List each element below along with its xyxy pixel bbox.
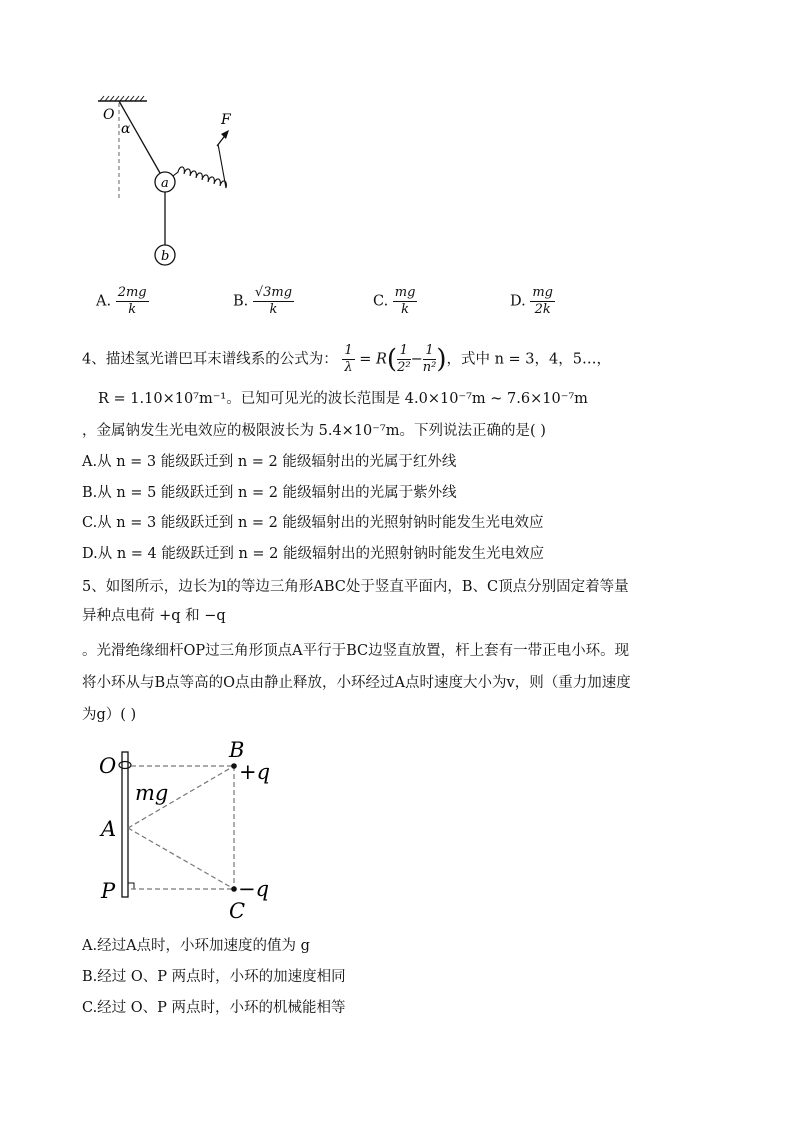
label-o: O [103, 107, 115, 123]
label-plus-q: +q [239, 760, 271, 784]
q3-option-c: C. $\frac{mg}{k}$ [373, 285, 416, 317]
q5-option-a: A.经过A点时，小环加速度的值为 g [82, 938, 310, 954]
label-c2: C [229, 899, 246, 923]
charge-c-dot [231, 886, 237, 892]
label-b2: B [229, 738, 245, 762]
q5-stem-line2: 异种点电荷 +q 和 −q [82, 608, 226, 624]
q4-option-d: D.从 n = 4 能级跃迁到 n = 2 能级辐射出的光照射钠时能发生光电效应 [82, 546, 545, 562]
right-angle-mark [128, 883, 134, 889]
q3-option-b: B. $\frac{√3mg}{k}$ [233, 285, 293, 317]
label-mg: mg [135, 781, 169, 805]
charge-b-dot [231, 763, 237, 769]
label-o2: O [99, 754, 117, 778]
q5-option-c: C.经过 O、P 两点时，小环的机械能相等 [82, 1000, 346, 1016]
label-a: a [161, 176, 169, 191]
q3-option-d: D. $\frac{mg}{2k}$ [510, 285, 553, 317]
q5-stem-line4: 将小环从与B点等高的O点由静止释放，小环经过A点时速度大小为v，则（重力加速度 [82, 675, 631, 691]
q5-stem-line3: 。光滑绝缘细杆OP过三角形顶点A平行于BC边竖直放置，杆上套有一带正电小环。现 [82, 643, 630, 659]
q4-stem-line2: R = 1.10×10⁷m⁻¹。已知可见光的波长范围是 4.0×10⁻⁷m ~ 7.6×10⁻⁷m [98, 391, 588, 407]
label-alpha: α [121, 121, 131, 137]
label-minus-q: −q [238, 877, 270, 901]
q4-option-a: A.从 n = 3 能级跃迁到 n = 2 能级辐射出的光属于红外线 [82, 454, 457, 470]
q4-option-c: C.从 n = 3 能级跃迁到 n = 2 能级辐射出的光照射钠时能发生光电效应 [82, 515, 544, 531]
label-f: F [221, 112, 231, 128]
label-b: b [161, 249, 170, 264]
q5-option-b: B.经过 O、P 两点时，小环的加速度相同 [82, 969, 346, 985]
q4-stem-line3: ，金属钠发生光电效应的极限波长为 5.4×10⁻⁷m。下列说法正确的是( ) [82, 423, 546, 439]
q3-option-a: A. $\frac{2mg}{k}$ [96, 285, 147, 317]
label-a2: A [101, 817, 117, 841]
q5-stem-line1: 5、如图所示，边长为l的等边三角形ABC处于竖直平面内，B、C顶点分别固定着等量 [82, 579, 629, 595]
q5-stem-line5: 为g）( ) [82, 707, 137, 723]
rod-op [122, 752, 128, 897]
q4-stem-line1: 4、描述氢光谱巴耳末谱线系的公式为： $\frac{1}{\lambda}$ = R( $\frac{1}{\text{2²}}$ − $\frac{1}{\text{n²}}$ )，式中 n = 3，4，5…， [82, 343, 611, 375]
label-p: P [101, 879, 116, 903]
q4-option-b: B.从 n = 5 能级跃迁到 n = 2 能级辐射出的光属于紫外线 [82, 485, 457, 501]
